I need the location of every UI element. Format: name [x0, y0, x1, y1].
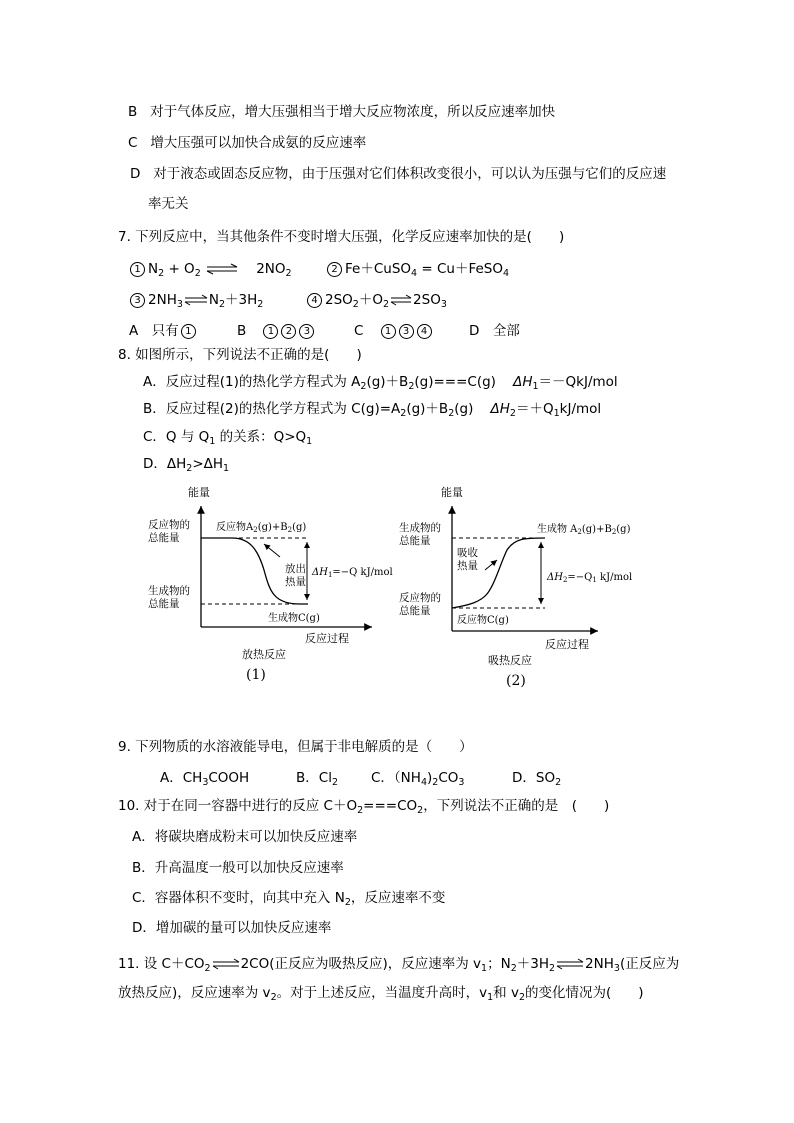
q8-option-a: A．反应过程(1)的热化学方程式为 $A_2(g)+B_2(g)===C(g)$ $\Delta H_1=-QkJ$/mol: [143, 374, 618, 392]
equilibrium-arrow-icon: [389, 294, 413, 306]
q9-option-d: D．$SO_2$: [512, 770, 562, 788]
q8-stem: 8. 如图所示，下列说法不正确的是( ): [118, 347, 362, 363]
q6-option-d: D 对于液态或固态反应物，由于压强对它们体积改变很小，可以认为压强与它们的反应速: [130, 166, 667, 182]
reactant-energy-label-2: 总能量: [399, 605, 431, 617]
bottom-curve-label: 生成物C(g): [268, 613, 320, 624]
product-energy-label-2: 总能量: [399, 535, 431, 547]
release-arrow-icon: [264, 544, 280, 557]
figure-caption: 放热反应: [242, 648, 286, 661]
figure-exothermic-diagram: [140, 480, 410, 690]
q10-stem: 10. 对于在同一容器中进行的反应 $C+O_2===CO_2$，下列说法不正确的是 ( ): [118, 798, 610, 816]
y-axis-label: 能量: [441, 486, 463, 499]
q8-option-c: C．Q 与 $Q_1$ 的关系：$Q>Q_1$: [143, 429, 313, 447]
equilibrium-arrow-icon: [183, 294, 209, 306]
top-curve-label: 生成物 $A_2(g)+B_2(g)$: [537, 524, 631, 536]
absorb-label-1: 吸收: [457, 547, 478, 559]
figure-number: (1): [246, 667, 266, 683]
q7-option-c: C 1 3 4: [354, 322, 435, 340]
release-label-1: 放出: [285, 563, 306, 575]
q10-option-b: B．升高温度一般可以加快反应速率: [132, 860, 344, 876]
q7-option-d: D 全部: [469, 323, 520, 339]
equilibrium-arrow-icon: [211, 958, 241, 970]
q9-stem: 9. 下列物质的水溶液能导电，但属于非电解质的是（ ）: [118, 739, 473, 755]
figure-number: (2): [506, 673, 526, 689]
q11-line-1: 11. 设 $C+CO_2$ 2CO(正反应为吸热反应)，反应速率为 $v_1$；$N_2+3H_2$ $2NH_3$(正反应为: [118, 956, 680, 974]
q9-option-c: C．$(NH_4)_2CO_3$: [371, 770, 465, 788]
q8-option-b: B．反应过程(2)的热化学方程式为 $C(g)=A_2(g)+B_2(g)$ $\Delta H_2=+Q_1kJ$/mol: [143, 401, 602, 419]
q10-option-a: A．将碳块磨成粉末可以加快反应速率: [132, 829, 358, 845]
y-axis-label: 能量: [188, 486, 210, 499]
q9-option-b: B．$Cl_2$: [296, 770, 338, 788]
figure-endothermic-diagram: [395, 480, 633, 692]
q7-reaction-1: 1 $N_2 + O_2$ $2NO_2$: [130, 260, 292, 283]
q6-option-c: C 增大压强可以加快合成氨的反应速率: [128, 135, 367, 151]
absorb-label-2: 热量: [457, 560, 478, 572]
release-label-2: 热量: [285, 576, 306, 588]
q10-option-d: D．增加碳的量可以加快反应速率: [132, 920, 332, 936]
dh-label: $\Delta H_2=-Q_1$ kJ/mol: [547, 572, 633, 584]
q7-reaction-4: 4 $2SO_2+O_2$ $2SO_3$: [307, 291, 447, 314]
q8-option-d: D．$\Delta H_2>\Delta H_1$: [143, 456, 230, 474]
q9-option-a: A．$CH_3COOH$: [160, 770, 250, 788]
equilibrium-arrow-icon: [205, 263, 239, 275]
q7-stem: 7. 下列反应中，当其他条件不变时增大压强，化学反应速率加快的是( ): [118, 229, 565, 245]
equilibrium-arrow-icon: [555, 958, 585, 970]
q7-option-b: B 1 2 3: [237, 322, 317, 340]
reactant-energy-label-1: 反应物的: [148, 519, 190, 531]
product-energy-label-2: 总能量: [148, 598, 180, 610]
dh-label: $\Delta H_1=-Q$ kJ/mol: [312, 567, 393, 579]
x-axis-label: 反应过程: [305, 632, 349, 645]
product-energy-label-1: 生成物的: [399, 522, 441, 534]
bottom-curve-label: 反应物C(g): [457, 615, 509, 626]
reactant-energy-label-2: 总能量: [148, 532, 180, 544]
product-energy-label-1: 生成物的: [148, 585, 190, 597]
q6-option-b: B 对于气体反应，增大压强相当于增大反应物浓度，所以反应速率加快: [128, 104, 556, 120]
figure-caption: 吸热反应: [488, 654, 532, 667]
q11-line-2: 放热反应)，反应速率为 $v_2$。对于上述反应，当温度升高时，$v_1$和 $v_2$的变化情况为( ): [118, 985, 644, 1003]
reactant-energy-label-1: 反应物的: [399, 592, 441, 604]
q7-reaction-2: 2 Fe＋CuSO$_4$ = Cu＋FeSO$_4$: [327, 260, 509, 283]
x-axis-label: 反应过程: [545, 638, 589, 651]
q7-option-a: A 只有 1: [129, 322, 199, 340]
q7-reaction-3: 3 $2NH_3$ $N_2+3H_2$: [130, 291, 263, 314]
q6-option-d-cont: 率无关: [148, 196, 189, 212]
top-curve-label: 反应物$A_2(g)+B_2(g)$: [216, 522, 307, 534]
absorb-arrow-icon: [485, 560, 497, 570]
q10-option-c: C．容器体积不变时，向其中充入 $N_2$，反应速率不变: [132, 890, 446, 908]
